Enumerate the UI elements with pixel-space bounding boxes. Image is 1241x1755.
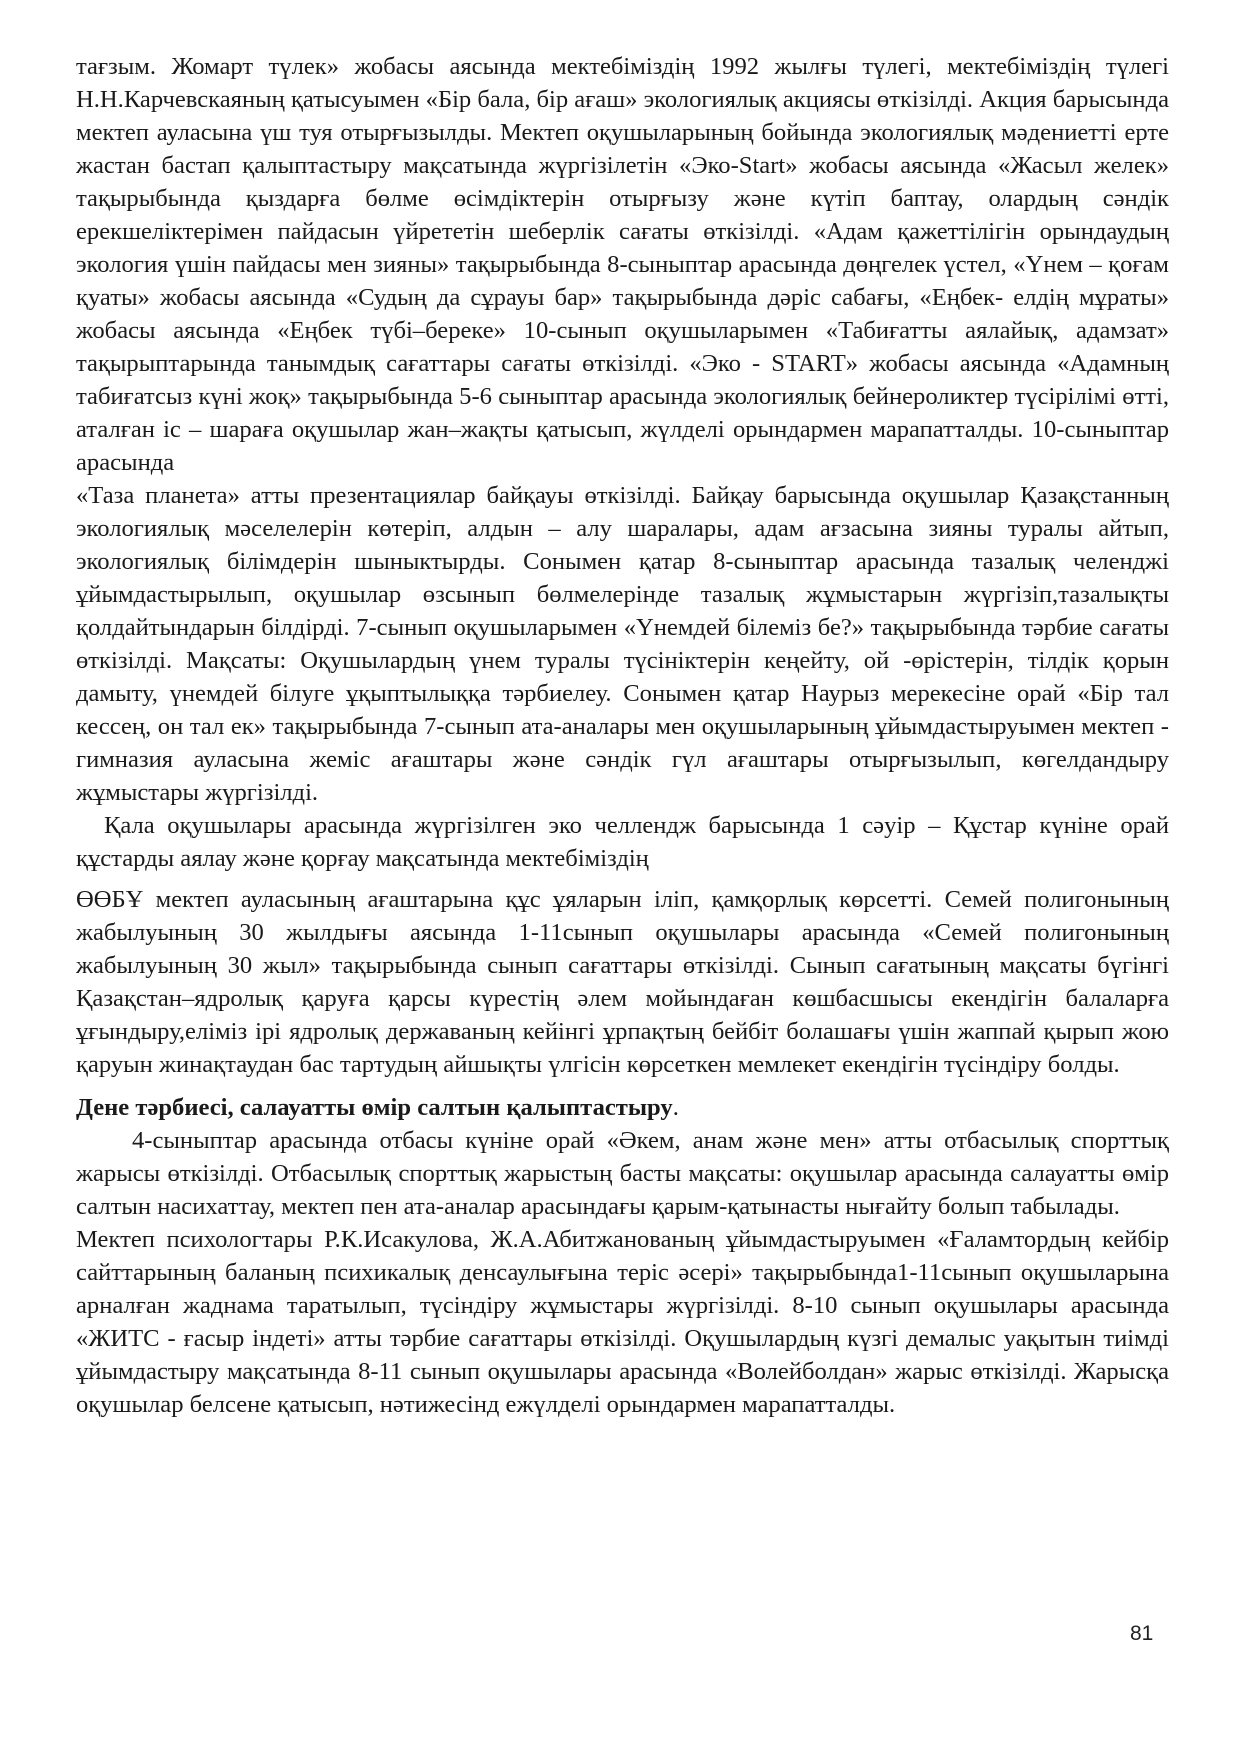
paragraph-clean-planet: «Таза планета» атты презентациялар байқауы өткізілді. Байқау барысында оқушылар Қазақстанның экологиялық мәселелерін көтеріп, алдын – алу шаралары, адам ағзасына зияны туралы айтып, экологиялық білімдерін шыныктырды. Сонымен қатар 8-сыныптар арасында тазалық челенджі ұйымдастырылып, оқушылар өзсынып бөлмелерінде тазалық жұмыстарын жүргізіп,тазалықты қолдайтындарын білдірді. 7-сынып оқушыларымен «Үнемдей білеміз бе?» тақырыбында тәрбие сағаты өткізілді. Мақсаты: Оқушылардың үнем туралы түсініктерін кеңейту, ой -өрістерін, тілдік қорын дамыту, үнемдей білуге ұқыптылыққа тәрбиелеу. Сонымен қатар Наурыз мерекесіне орай «Бір тал кессең, он тал ек» тақырыбында 7-сынып ата-аналары мен оқушыларының ұйымдастыруымен мектеп - гимназия ауласына жеміс ағаштары және сәндік гүл ағаштары отырғызылып, көгелдандыру жұмыстары жүргізілді. [76, 482, 1169, 806]
paragraph-eco-projects: тағзым. Жомарт түлек» жобасы аясында мектебіміздің 1992 жылғы түлегі, мектебіміздің түлегі Н.Н.Карчевскаяның қатысуымен «Бір бала, бір ағаш» экологиялық акциясы өткізілді. Акция барысында мектеп ауласына үш туя отырғызылды. Мектеп оқушыларының бойында экологиялық мәдениетті ерте жастан бастап қалыптастыру мақсатында жүргізілетін «Эко-Start» жобасы аясында «Жасыл желек» тақырыбында қыздарға бөлме өсімдіктерін отырғызу және күтіп баптау, олардың сәндік ерекшеліктерімен пайдасын үйрететін шеберлік сағаты өткізілді. «Адам қажеттілігін орындаудың экология үшін пайдасы мен зияны» тақырыбында 8-сыныптар арасында дөңгелек үстел, «Үнем – қоғам қуаты» жобасы аясында «Судың да сұрауы бар» тақырыбында дәріс сабағы, «Еңбек- елдің мұраты» жобасы аясында «Еңбек түбі–береке» 10-сынып оқушыларымен «Табиғатты аялайық, адамзат» тақырыптарында танымдық сағаттары сағаты өткізілді. «Эко - START» жобасы аясында «Адамның табиғатсыз күні жоқ» тақырыбында 5-6 сыныптар арасында экологиялық бейнероликтер түсірілімі өтті, аталған іс – шараға оқушылар жан–жақты қатысып, жүлделі орындармен марапатталды. 10-сыныптар арасында [76, 53, 1169, 476]
section-heading-suffix: . [672, 1094, 679, 1121]
paragraph-bird-day: Қала оқушылары арасында жүргізілген эко челлендж барысында 1 сәуір – Құстар күніне орай құстарды аялау және қорғау мақсатында мектебіміздің [76, 812, 1169, 872]
paragraph-semey-polygon: ӨӨБҰ мектеп ауласының ағаштарына құс ұяларын іліп, қамқорлық көрсетті. Семей полигонының жабылуының 30 жылдығы аясында 1-11сынып оқушылары арасында «Семей полигонының жабылуының 30 жыл» тақырыбында сынып сағаттары өткізілді. Сынып сағатының мақсаты бүгінгі Қазақстан–ядролық қаруға қарсы күрестің әлем мойындаған көшбасшысы екендігін балаларға ұғындыру,еліміз ірі ядролық державаның кейінгі ұрпақтың бейбіт болашағы үшін жаппай қырып жою қаруын жинақтаудан бас тартудың айшықты үлгісін көрсеткен мемлекет екендігін түсіндіру болды. [76, 886, 1169, 1078]
section-heading-text: Дене тәрбиесі, салауатты өмір салтын қалыптастыру [76, 1094, 673, 1121]
section-heading [76, 1091, 1169, 1124]
page-number: 81 [1130, 1622, 1154, 1645]
paragraph-family-sports: 4-сыныптар арасында отбасы күніне орай «Әкем, анам және мен» атты отбасылық спорттық жарысы өткізілді. Отбасылық спорттық жарыстың басты мақсаты: оқушылар арасында салауатты өмір салтын насихаттау, мектеп пен ата-аналар арасындағы қарым-қатынасты нығайту болып табылады. [76, 1127, 1169, 1220]
paragraph-psychologists: Мектеп психологтары Р.К.Исакулова, Ж.А.Абитжанованың ұйымдастыруымен «Ғаламтордың кейбір сайттарының баланың психикалық денсаулығына теріс әсері» тақырыбында1-11сынып оқушыларына арналған жаднама таратылып, түсіндіру жұмыстары жүргізілді. 8-10 сынып оқушылары арасында «ЖИТС - ғасыр індеті» атты тәрбие сағаттары өткізілді. Оқушылардың күзгі демалыс уақытын тиімді ұйымдастыру мақсатында 8-11 сынып оқушылары арасында «Волейболдан» жарыс өткізілді. Жарысқа оқушылар белсене қатысып, нәтижесінд ежүлделі орындармен марапатталды. [76, 1226, 1169, 1418]
